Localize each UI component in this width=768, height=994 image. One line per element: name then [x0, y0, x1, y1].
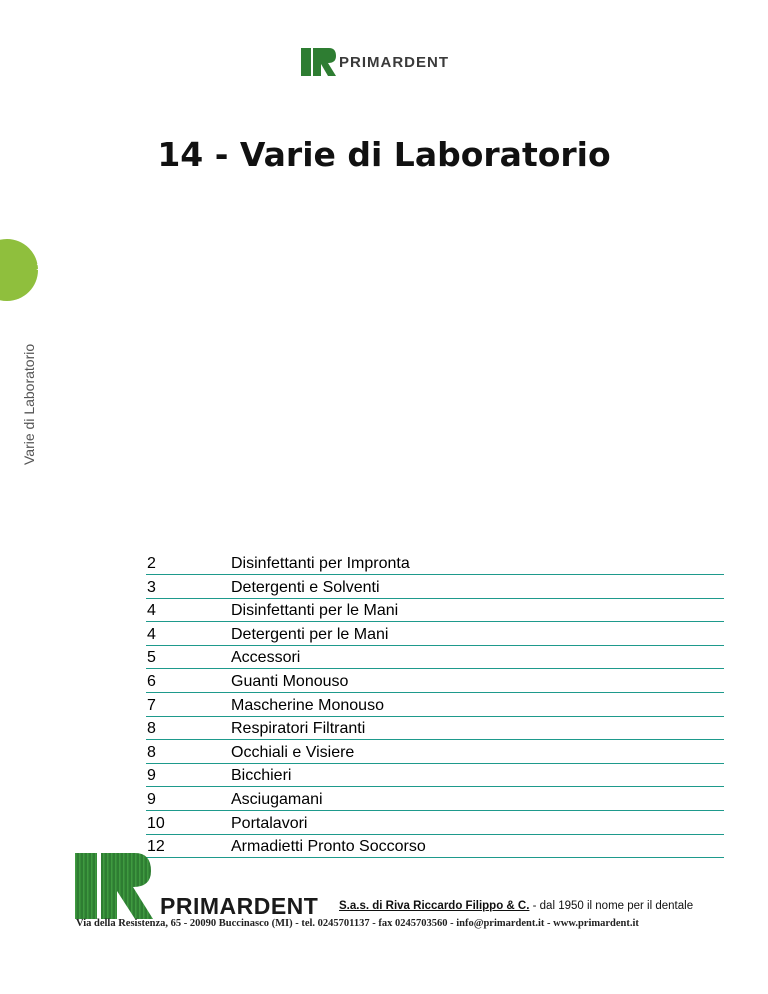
toc-entry-label: Occhiali e Visiere [231, 743, 355, 761]
toc-page-number: 10 [147, 814, 165, 832]
footer-company-name: S.a.s. di Riva Riccardo Filippo & C. [339, 900, 530, 912]
toc-page-number: 9 [147, 767, 156, 785]
toc-row [146, 695, 724, 717]
table-of-contents [146, 553, 724, 860]
toc-row [146, 813, 724, 835]
toc-entry-label: Portalavori [231, 814, 308, 832]
toc-row [146, 671, 724, 693]
toc-row [146, 553, 724, 575]
toc-page-number: 12 [147, 838, 165, 856]
header-logo [301, 48, 449, 76]
page-number: 1 [36, 262, 42, 273]
header-brand: PRIMARDENT [339, 53, 449, 71]
toc-page-number: 3 [147, 578, 156, 596]
footer-logo-icon [75, 853, 155, 919]
toc-entry-label: Mascherine Monouso [231, 696, 384, 714]
toc-row [146, 577, 724, 599]
toc-row [146, 836, 724, 858]
toc-row [146, 624, 724, 646]
toc-page-number: 9 [147, 790, 156, 808]
toc-entry-label: Asciugamani [231, 790, 323, 808]
toc-row [146, 742, 724, 764]
toc-entry-label: Detergenti per le Mani [231, 625, 389, 643]
toc-entry-label: Bicchieri [231, 767, 292, 785]
toc-entry-label: Armadietti Pronto Soccorso [231, 838, 426, 856]
page-number-badge [0, 239, 38, 301]
toc-row [146, 789, 724, 811]
toc-entry-label: Accessori [231, 649, 301, 667]
toc-page-number: 8 [147, 743, 156, 761]
toc-page-number: 6 [147, 672, 156, 690]
primardent-logo-icon [301, 48, 337, 76]
toc-row [146, 647, 724, 669]
page-title: 14 - Varie di Laboratorio [157, 135, 611, 174]
toc-row [146, 718, 724, 740]
toc-entry-label: Detergenti e Solventi [231, 578, 380, 596]
toc-page-number: 2 [147, 555, 156, 572]
toc-row [146, 600, 724, 622]
toc-page-number: 4 [147, 602, 156, 620]
toc-page-number: 5 [147, 649, 156, 667]
toc-entry-label: Guanti Monouso [231, 672, 349, 690]
footer-tagline: - dal 1950 il nome per il dentale [529, 900, 694, 912]
footer-address: Via della Resistenza, 65 - 20090 Buccinasco (MI) - tel. 0245701137 - fax 0245703560 - info@primardent.it - www.primardent.it [76, 918, 639, 929]
toc-page-number: 4 [147, 625, 156, 643]
toc-entry-label: Disinfettanti per le Mani [231, 602, 399, 620]
section-side-label: Varie di Laboratorio [21, 343, 37, 465]
footer-company [339, 900, 693, 912]
toc-entry-label: Respiratori Filtranti [231, 720, 366, 738]
toc-row [146, 765, 724, 787]
toc-page-number: 7 [147, 696, 156, 714]
toc-page-number: 8 [147, 720, 156, 738]
footer-brand: PRIMARDENT [160, 893, 319, 919]
toc-entry-label: Disinfettanti per Impronta [231, 555, 410, 572]
